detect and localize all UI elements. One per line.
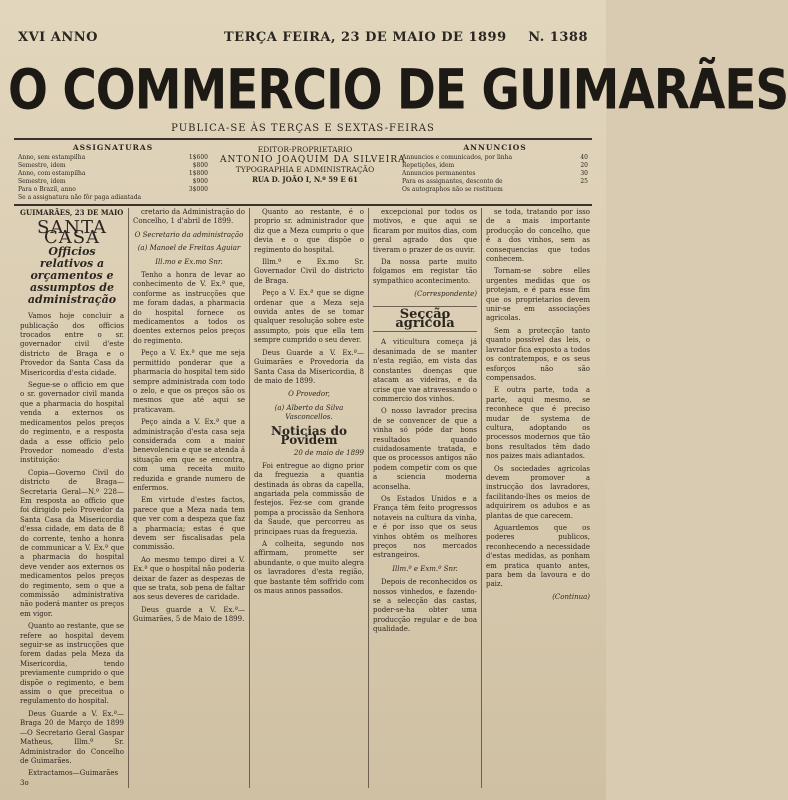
article-paragraph: Extractamos—Guimarães 3o	[20, 769, 119, 787]
article-paragraph: Tornam-se sobre elles urgentes medidas que os protejam, e é para esse fim que os proprietarios devem unir-se em associações agricolas.	[486, 267, 590, 323]
column-4	[373, 208, 477, 788]
article-paragraph: Deus Guarde a V. Ex.ª—Guimarães e Provedoria da Santa Casa da Misericordia, 8 de maio de 1899.	[254, 348, 364, 385]
article-paragraph: Tenho a honra de levar ao conhecimento de V. Ex.ª que, conforme as instrucções que me foram dadas, a pharmacia do hospital fornece os medicamentos a todos os doentes externos pelos preços do regimento.	[133, 271, 245, 345]
article-paragraph: Copia—Governo Civil do districto de Braga—Secretaria Geral—N.º 228—Em resposta ao officio que foi dirigido pelo Provedor da Santa Casa da Misericordia d'essa cidade, em data de 8 do corrente, tenho a honra de communicar a V. Ex.ª que a pharmacia do hospital deve vender aos externos os medicamentos pelos preços do regimento, sem o que a commissão administrativa não poderá manter os preços em vigor.	[20, 468, 124, 618]
column-rule	[249, 208, 250, 788]
article-paragraph: Ao mesmo tempo direi a V. Ex.ª que o hospital não poderia deixar de fazer as despezas de que se trata, sob pena de faltar aos seus deveres de caridade.	[133, 555, 245, 602]
article-paragraph: Quanto ao restante, é o proprio sr. administrador que diz que a Meza cumpriu o que devia e o que dispõe o regimento do hospital.	[254, 208, 364, 254]
dateline	[14, 30, 592, 48]
editor-label: EDITOR-PROPRIETARIO	[257, 145, 353, 154]
article-paragraph: Deus guarde a V. Ex.ª—Guimarães, 5 de Maio de 1899.	[133, 605, 245, 624]
article-paragraph: Peço a V. Ex.ª que se digne ordenar que a Meza seja ouvida antes de se tomar qualquer resolução sobre este assumpto, pois que ella tem sempre cumprido o seu dever.	[254, 289, 364, 345]
section-heading-noticias: Noticias do Povidem	[270, 423, 348, 447]
column-rule	[128, 208, 129, 788]
article-paragraph: excepcional por todos os motivos, e que aqui se ficaram por muitos dias, com geral agrado dos que tiveram o prazer de os ouvir.	[373, 208, 477, 254]
article-paragraph: Illm.º e Ex.mo Sr. Governador Civil do districto de Braga.	[254, 258, 364, 285]
article-paragraph: A viticultura começa já desanimada de se manter n'esta região, em vista das constantes doenças que atacam as videiras, e da crise que vae atravessando o commercio dos vinhos.	[373, 338, 477, 403]
article-paragraph: E outra parte, toda a parte, aqui mesmo, se reconhece que é preciso mudar de systema de cultura, adoptando os processos modernos que tão bons resultados têm dado nos paizes mais adiantados.	[486, 386, 590, 461]
article-paragraph: Peço ainda a V. Ex.ª que a administração d'esta casa seja considerada com a maior benevolencia e que se atenda á situação em que se encontra, com uma receita muito reduzida e grande numero de enfermos.	[133, 418, 245, 492]
article-paragraph: O nosso lavrador precisa de se convencer de que a vinha só póde dar bons resultados quando cuidadosamente tratada, e que os processos antigos não podem competir com os que a sciencia moderna aconselha.	[373, 407, 477, 491]
continued-marker: (Continua)	[552, 592, 590, 601]
signature-name: (a) Alberto da Silva Vasconcellos.	[274, 403, 344, 422]
salutation: Illm.º e Exm.º Snr.	[392, 564, 458, 573]
subscriptions-heading: ASSIGNATURAS	[72, 143, 154, 152]
subscriptions-block	[18, 144, 208, 202]
column-rule	[368, 208, 369, 788]
article-paragraph: Da nossa parte muito folgamos em registar tão sympathico acontecimento.	[373, 258, 477, 285]
salutation: Ill.mo e Ex.mo Snr.	[155, 257, 223, 266]
article-paragraph: A colheita, segundo nos affirmam, promette ser abundante, o que muito alegra os lavradores d'esta região, que bastante têm soffrido com os maus annos passados.	[254, 540, 364, 596]
article-paragraph: Deus Guarde a V. Ex.ª—Braga 20 de Março de 1899—O Secretario Geral Gaspar Matheus, Illm.º Sr. Administrador do Concelho de Guimarães.	[20, 709, 124, 765]
subscription-row: Anno, sem estampilha 1$600	[18, 154, 208, 161]
article-paragraph: Foi entregue ao digno prior da freguezia a quantia destinada ás obras da capella, angariada pela commissão de festejos. Fez-se com grande pompa a procissão da Senhora da Saude, que percorreu as principaes ruas da freguezia.	[254, 461, 364, 536]
issue-date: TERÇA FEIRA, 23 DE MAIO DE 1899	[224, 30, 507, 45]
column-1	[20, 208, 124, 788]
advertisements-block	[402, 144, 588, 194]
advert-row: Repetições, idem 20	[402, 162, 588, 169]
article-paragraph: Em virtude d'estes factos, parece que a Meza nada tem que ver com a despeza que faz a pharmacia; estas é que devem ser fiscalisadas pela commissão.	[133, 496, 245, 552]
advert-row: Annuncios permanentes 30	[402, 170, 588, 177]
editor-name: ANTONIO JOAQUIM DA SILVEIRA	[220, 155, 406, 165]
article-paragraph: cretario da Administração do Concelho, 1 d'abril de 1899.	[133, 208, 245, 226]
advertisements-heading: ANNUNCIOS	[463, 143, 527, 152]
column-3	[254, 208, 364, 788]
article-paragraph: Peço a V. Ex.ª que me seja permittido ponderar que a pharmacia do hospital tem sido sempre administrada com todo o zelo, e que os preços são os mesmos que até aqui se praticavam.	[133, 349, 245, 414]
signature-name: (a) Manoel de Freitas Aguiar	[137, 244, 241, 253]
correspondent-signoff: (Correspondente)	[414, 290, 477, 299]
advert-row: Os autographos não se restituem	[402, 186, 503, 193]
typography-label: TYPOGRAPHIA E ADMINISTRAÇÃO	[235, 165, 375, 174]
article-paragraph: Depois de reconhecidos os nossos vinhedos, e fazendo-se a selecção das castas, poder-se-ha obter uma producção regular e de boa qualidade.	[373, 578, 477, 634]
subscription-row: Semestre, idem $800	[18, 162, 208, 169]
notice-date: 20 de maio de 1899	[293, 449, 364, 458]
column-5	[486, 208, 590, 788]
article-paragraph: Aguardemos que os poderes publicos, reconhecendo a necessidade d'estas medidas, as ponham em pratica quanto antes, para bem da lavoura e do paiz.	[486, 524, 590, 589]
publisher-address: RUA D. JOÃO I, N.º 59 E 61	[252, 175, 358, 184]
article-paragraph: Os Estados Unidos e a França têm feito progressos notaveis na cultura da vinha, e é por isso que os seus vinhos obtêm os melhores preços nos mercados estrangeiros.	[373, 494, 477, 560]
section-heading-santa-casa: SANTA CASA	[36, 217, 108, 248]
article-paragraph: Segue-se o officio em que o sr. governador civil manda que a pharmacia do hospital venda a externos os medicamentos pelos preços do regimento, e a resposta dada a esse officio pelo Provedor nomeado d'esta instituição:	[20, 381, 124, 465]
subscription-row: Semestre, idem $900	[18, 178, 208, 185]
publisher-block	[220, 144, 406, 186]
section-heading-agricola: Secção agricola	[373, 306, 477, 333]
subscription-info-band	[14, 138, 592, 206]
newspaper-title: O COMMERCIO DE GUIMARÃES	[8, 58, 788, 123]
article-paragraph: Vamos hoje concluir a publicação dos officios trocados entre o sr. governador civil d'este districto de Braga e o Provedor da Santa Casa da Misericordia d'esta cidade.	[20, 312, 124, 377]
advert-row: Para os assignantes, desconto de 25	[402, 178, 588, 185]
article-headline: Officios relativos a orçamentos e assumptos de administração	[27, 245, 117, 307]
subscription-row: Anno, com estampilha 1$800	[18, 170, 208, 177]
column-2	[133, 208, 245, 788]
signature-title: O Secretario da administração	[134, 230, 244, 239]
publication-schedule: PUBLICA-SE ÀS TERÇAS E SEXTAS-FEIRAS	[171, 123, 435, 134]
dateline-place: GUIMARÃES, 23 DE MAIO	[20, 208, 124, 217]
article-paragraph: Quanto ao restante, que se refere ao hospital devem seguir-se as instrucções que forem dadas pela Meza da Misericordia, tendo previamente cumprido o que dispõe o regimento, e bem assim o que preceitua o regulamento do hospital.	[20, 622, 124, 706]
advert-row: Annuncios e comunicados, por linha 40	[402, 154, 588, 161]
signature-title: O Provedor,	[288, 390, 330, 399]
subscription-row: Para o Brazil, anno 3$000	[18, 186, 208, 193]
year-label: XVI ANNO	[18, 30, 98, 45]
article-paragraph: Sem a protecção tanto quanto possível das leis, o lavrador fica exposto a todos os contratempos, e os seus esforços não são compensados.	[486, 326, 590, 382]
issue-number: N. 1388	[528, 30, 588, 45]
article-paragraph: se toda, tratando por isso de a mais importante producção do concelho, que é a dos vinhos, sem as consequencias que todos conhecem.	[486, 208, 590, 264]
subscription-row: Se a assignatura não fôr paga adiantada	[18, 194, 142, 201]
column-rule	[481, 208, 482, 788]
article-paragraph: Os sociedades agricolas devem promover a instrucção dos lavradores, facilitando-lhes os meios de adquirirem os adubos e as plantas de que carecem.	[486, 464, 590, 520]
